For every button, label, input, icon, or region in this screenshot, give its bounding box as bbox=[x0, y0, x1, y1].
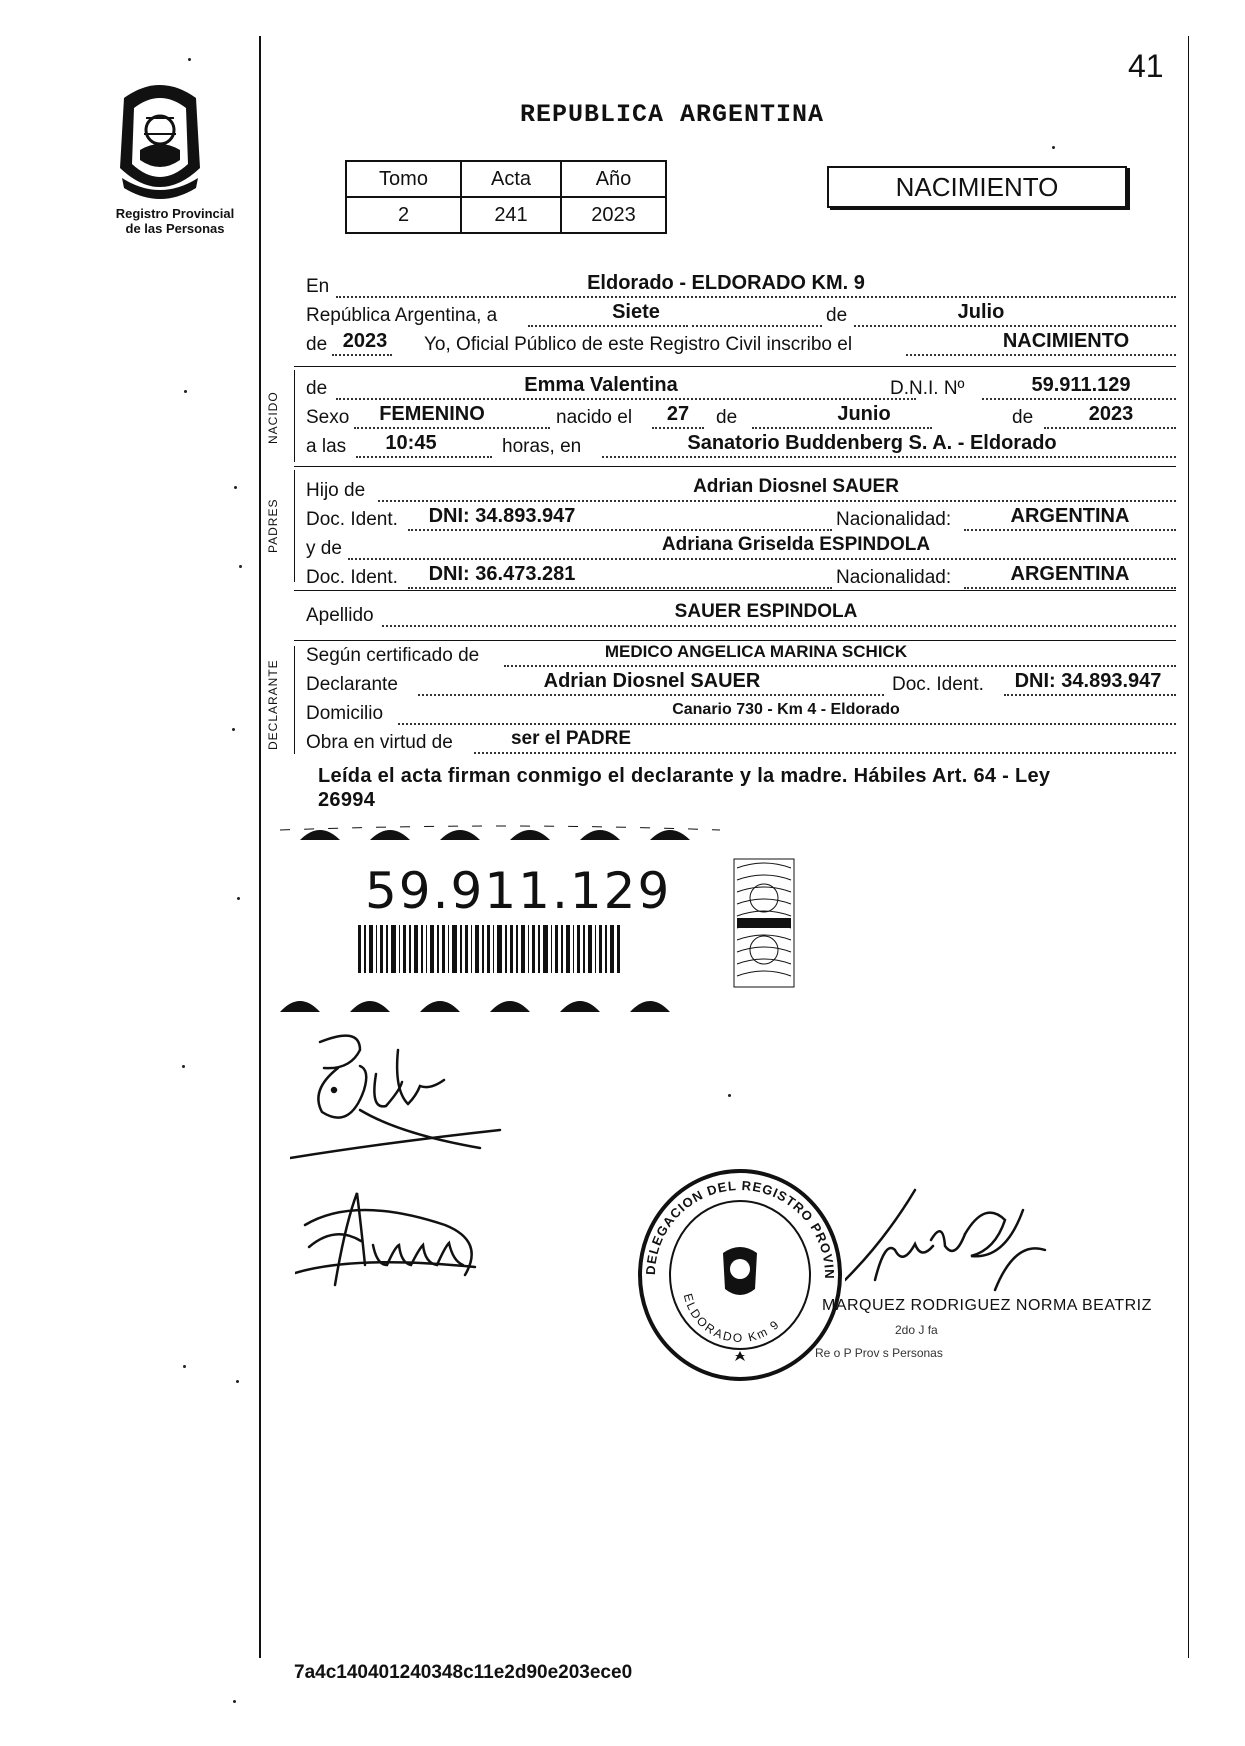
label-hijo: Hijo de bbox=[306, 480, 366, 501]
label-father-doc: Doc. Ident. bbox=[306, 509, 398, 530]
official-seal bbox=[635, 1165, 845, 1390]
value-child-name: Emma Valentina bbox=[524, 374, 678, 396]
row-obra bbox=[306, 728, 1176, 758]
document-type-box: NACIMIENTO bbox=[827, 166, 1127, 208]
value-anio: 2023 bbox=[561, 197, 666, 233]
value-apellido: SAUER ESPINDOLA bbox=[674, 601, 858, 622]
value-birth-place: Sanatorio Buddenberg S. A. - Eldorado bbox=[687, 432, 1057, 454]
value-registration-month: Julio bbox=[957, 301, 1005, 323]
scan-dot bbox=[182, 1065, 185, 1068]
label-apellido: Apellido bbox=[306, 605, 374, 626]
label-a-las: a las bbox=[306, 436, 347, 457]
section-label-declarant: DECLARANTE bbox=[266, 659, 280, 750]
reference-table bbox=[345, 160, 667, 234]
right-margin-line bbox=[1188, 36, 1189, 1658]
value-mother-doc: DNI: 36.473.281 bbox=[428, 563, 576, 585]
closing-line-2: 26994 bbox=[318, 789, 376, 811]
official-role: 2do J fa bbox=[895, 1323, 938, 1337]
value-registration-year: 2023 bbox=[342, 330, 388, 352]
label-year-prefix: de bbox=[306, 334, 328, 355]
label-nacido: nacido el bbox=[556, 407, 633, 428]
label-de: de bbox=[826, 305, 848, 326]
document-hash: 7a4c140401240348c11e2d90e203ece0 bbox=[294, 1662, 633, 1683]
scan-dot bbox=[728, 1094, 731, 1097]
scan-dot bbox=[233, 1700, 236, 1703]
label-declarante-doc: Doc. Ident. bbox=[892, 674, 984, 695]
registry-name-line2: de las Personas bbox=[125, 221, 225, 236]
scan-dot bbox=[184, 390, 187, 393]
reference-header-row bbox=[346, 161, 666, 197]
value-locality: Eldorado - ELDORADO KM. 9 bbox=[587, 272, 865, 294]
row-mother-doc bbox=[306, 563, 1176, 593]
country-title: REPUBLICA ARGENTINA bbox=[520, 100, 825, 129]
page-number: 41 bbox=[1128, 48, 1164, 84]
section-bracket-parents bbox=[294, 470, 295, 582]
section-bracket-born bbox=[294, 370, 295, 462]
header-tomo: Tomo bbox=[346, 161, 461, 197]
mother-signature bbox=[295, 1185, 505, 1300]
label-sexo: Sexo bbox=[306, 407, 350, 428]
row-apellido bbox=[306, 601, 1176, 631]
declarant-signature bbox=[290, 1030, 520, 1170]
header-acta: Acta bbox=[461, 161, 561, 197]
value-domicilio: Canario 730 - Km 4 - Eldorado bbox=[672, 701, 900, 718]
value-registration-day: Siete bbox=[612, 301, 660, 323]
value-mother-name: Adriana Griselda ESPINDOLA bbox=[661, 534, 931, 555]
label-republica: República Argentina, a bbox=[306, 305, 498, 326]
left-margin-line bbox=[259, 36, 261, 1658]
label-mother-nationality: Nacionalidad: bbox=[836, 567, 952, 588]
section-label-parents: PADRES bbox=[266, 498, 280, 553]
label-obra: Obra en virtud de bbox=[306, 732, 453, 753]
value-tomo: 2 bbox=[346, 197, 461, 233]
label-dni: D.N.I. Nº bbox=[890, 378, 965, 399]
svg-text:ELDORADO Km 9 bbox=[681, 1292, 783, 1345]
registry-name-line1: Registro Provincial bbox=[115, 206, 235, 221]
closing-statement bbox=[318, 764, 1178, 812]
label-domicilio: Domicilio bbox=[306, 703, 384, 724]
value-father-doc: DNI: 34.893.947 bbox=[428, 505, 576, 527]
seal-inner-text: ELDORADO Km 9 bbox=[680, 1292, 783, 1346]
row-en bbox=[306, 272, 1176, 302]
row-time-place bbox=[306, 432, 1176, 462]
row-year bbox=[306, 330, 1176, 360]
scan-dot bbox=[232, 728, 235, 731]
label-yo: Yo, Oficial Público de este Registro Civil inscribo el bbox=[424, 334, 853, 355]
value-obra: ser el PADRE bbox=[510, 728, 632, 749]
label-father-nationality: Nacionalidad: bbox=[836, 509, 952, 530]
registry-name bbox=[80, 206, 270, 236]
label-y-de: y de bbox=[306, 538, 342, 559]
section-bracket-declarant bbox=[294, 646, 295, 754]
scan-dot bbox=[188, 58, 191, 61]
value-father-name: Adrian Diosnel SAUER bbox=[693, 476, 899, 497]
value-child-dni: 59.911.129 bbox=[1031, 374, 1131, 396]
value-birth-month: Junio bbox=[837, 403, 891, 425]
value-sexo: FEMENINO bbox=[379, 403, 485, 425]
value-declarante: Adrian Diosnel SAUER bbox=[543, 670, 761, 692]
scan-dot bbox=[183, 1365, 186, 1368]
value-event: NACIMIENTO bbox=[1002, 330, 1130, 352]
header-anio: Año bbox=[561, 161, 666, 197]
closing-line-1: Leída el acta firman conmigo el declarante y la madre. Hábiles Art. 64 - Ley bbox=[318, 765, 1051, 787]
label-name-prefix: de bbox=[306, 378, 328, 399]
security-hologram bbox=[733, 858, 795, 993]
label-birth-de1: de bbox=[716, 407, 738, 428]
official-name: MARQUEZ RODRIGUEZ NORMA BEATRIZ bbox=[822, 1297, 1152, 1314]
scan-dot bbox=[234, 486, 237, 489]
value-father-nationality: ARGENTINA bbox=[1010, 505, 1130, 527]
value-certificado: MEDICO ANGELICA MARINA SCHICK bbox=[604, 642, 908, 661]
reference-value-row bbox=[346, 197, 666, 233]
province-seal-logo bbox=[104, 78, 216, 208]
official-signature bbox=[845, 1180, 1085, 1305]
sticker-id-number: 59.911.129 bbox=[365, 862, 672, 920]
seal-outer-text: DELEGACION DEL REGISTRO PROVIN bbox=[642, 1177, 838, 1280]
row-domicilio bbox=[306, 699, 1176, 729]
scan-dot bbox=[1052, 146, 1055, 149]
official-department: Re o P Prov s Personas bbox=[815, 1346, 943, 1360]
value-declarante-doc: DNI: 34.893.947 bbox=[1014, 670, 1162, 692]
separator-parents bbox=[294, 466, 1176, 467]
label-mother-doc: Doc. Ident. bbox=[306, 567, 398, 588]
label-birth-de2: de bbox=[1012, 407, 1034, 428]
barcode bbox=[358, 925, 623, 978]
scan-dot bbox=[239, 565, 242, 568]
value-mother-nationality: ARGENTINA bbox=[1010, 563, 1130, 585]
value-birth-day: 27 bbox=[666, 403, 690, 425]
label-declarante: Declarante bbox=[306, 674, 398, 695]
scan-dot bbox=[237, 897, 240, 900]
value-birth-year: 2023 bbox=[1088, 403, 1134, 425]
separator-born bbox=[294, 366, 1176, 367]
fill-line bbox=[692, 325, 822, 327]
scan-dot bbox=[236, 1380, 239, 1383]
label-en: En bbox=[306, 276, 330, 297]
label-horas: horas, en bbox=[502, 436, 582, 457]
section-label-born: NACIDO bbox=[266, 391, 280, 444]
label-certificado: Según certificado de bbox=[306, 645, 480, 666]
value-acta: 241 bbox=[461, 197, 561, 233]
value-birth-time: 10:45 bbox=[385, 432, 437, 454]
